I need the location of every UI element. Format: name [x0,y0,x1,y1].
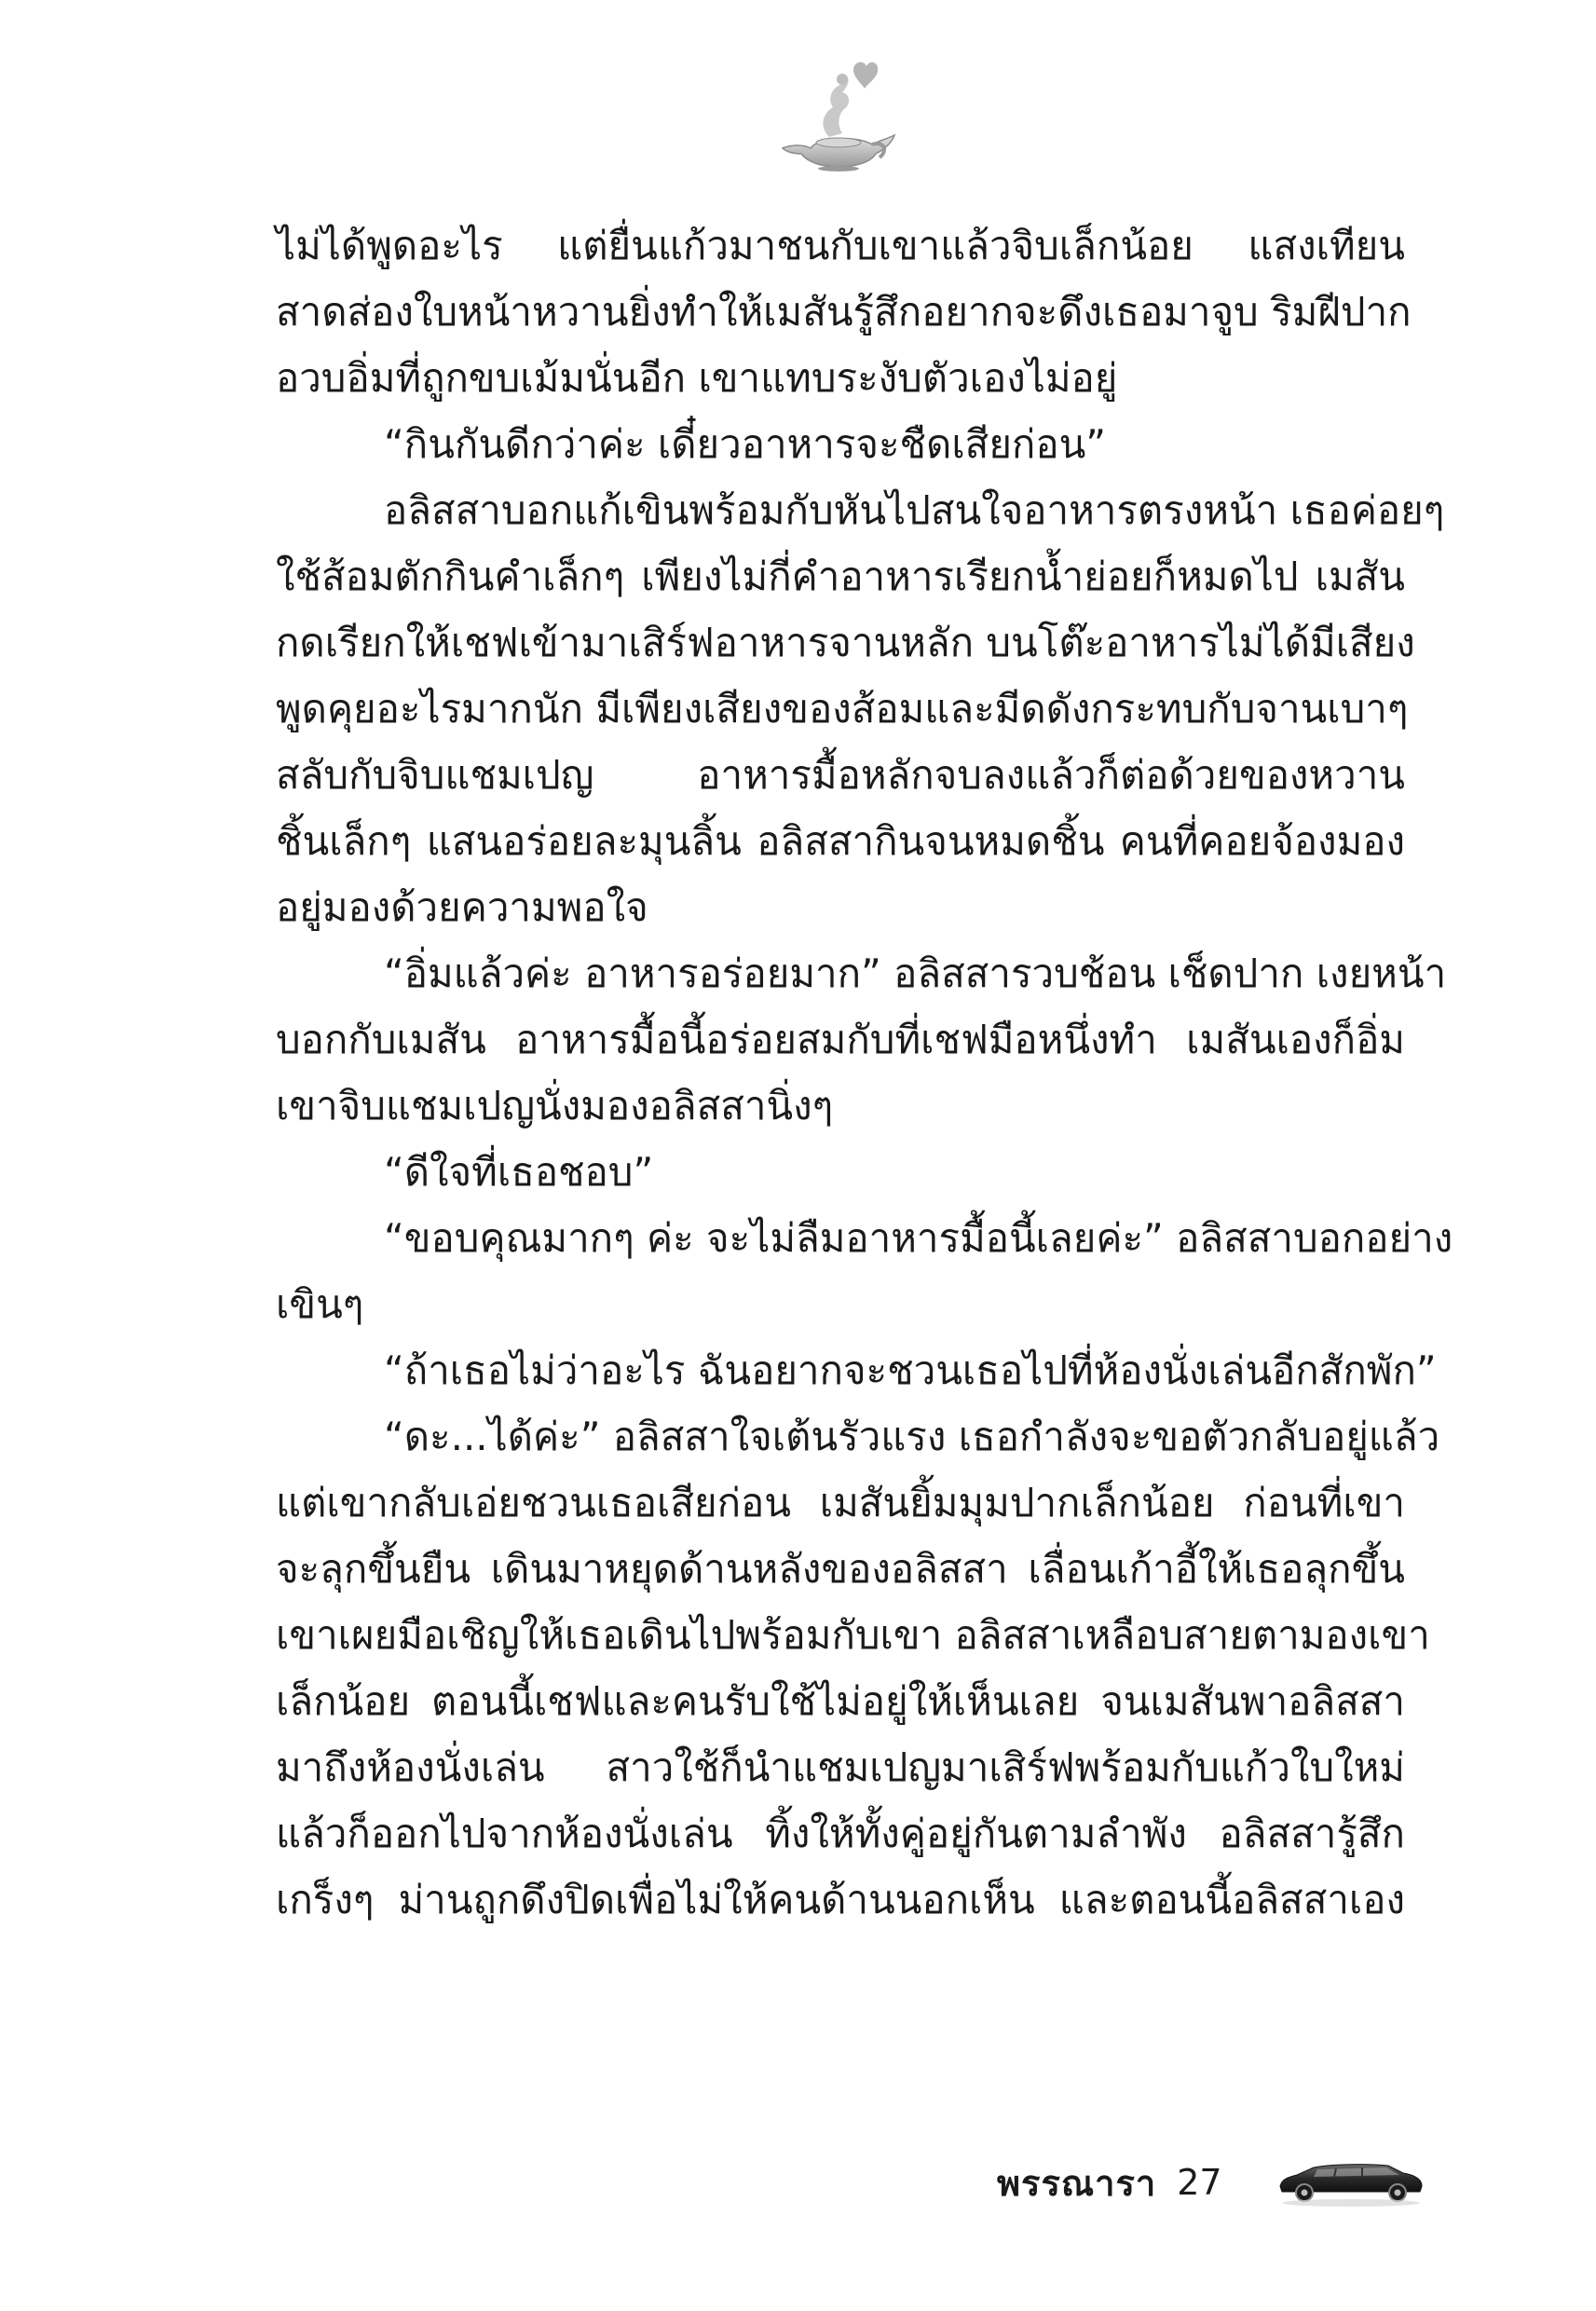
text-line: แล้วก็ออกไปจากห้องนั่งเล่น ทิ้งให้ทั้งคู่อยู่กันตามลำพัง อลิสสารู้สึก [276,1811,1405,1856]
text-line: “อิ่มแล้วค่ะ อาหารอร่อยมาก” อลิสสารวบช้อน เช็ดปาก เงยหน้า [384,950,1447,996]
text-line: ไม่ได้พูดอะไร แต่ยื่นแก้วมาชนกับเขาแล้วจิบเล็กน้อย แสงเทียน [276,223,1405,268]
book-title: พรรณารา [997,2162,1157,2204]
limousine-icon [1276,2151,1425,2210]
text-line: เล็กน้อย ตอนนี้เชฟและคนรับใช้ไม่อยู่ให้เห็นเลย จนเมสันพาอลิสสา [276,1678,1405,1724]
text-line: เขาจิบแชมเปญนั่งมองอลิสสานิ่งๆ [276,1083,834,1128]
text-line: แต่เขากลับเอ่ยชวนเธอเสียก่อน เมสันยิ้มมุมปากเล็กน้อย ก่อนที่เขา [276,1480,1405,1525]
text-line: บอกกับเมสัน อาหารมื้อนี้อร่อยสมกับที่เชฟมือหนึ่งทำ เมสันเองก็อิ่ม [276,1017,1405,1062]
text-line: จะลุกขึ้นยืน เดินมาหยุดด้านหลังของอลิสสา เลื่อนเก้าอี้ให้เธอลุกขึ้น [276,1546,1405,1592]
text-line: “ขอบคุณมากๆ ค่ะ จะไม่ลืมอาหารมื้อนี้เลยค่ะ” อลิสสาบอกอย่าง [384,1215,1453,1261]
text-line: เขินๆ [276,1281,364,1327]
page-number: 27 [1177,2162,1222,2203]
text-line: อยู่มองด้วยความพอใจ [276,884,648,930]
genie-lamp-icon [764,51,904,172]
text-line: อลิสสาบอกแก้เขินพร้อมกับหันไปสนใจอาหารตรงหน้า เธอค่อยๆ [384,487,1445,533]
body-text [276,212,1453,1933]
text-line: สลับกับจิบแชมเปญ อาหารมื้อหลักจบลงแล้วก็ต่อด้วยของหวาน [276,752,1405,798]
text-line: “ดะ...ได้ค่ะ” อลิสสาใจเต้นรัวแรง เธอกำลังจะขอตัวกลับอยู่แล้ว [384,1414,1440,1459]
text-line: สาดส่องใบหน้าหวานยิ่งทำให้เมสันรู้สึกอยากจะดึงเธอมาจูบ ริมฝีปาก [276,289,1412,335]
text-line: อวบอิ่มที่ถูกขบเม้มนั่นอีก เขาแทบระงับตัวเองไม่อยู่ [276,355,1118,401]
text-line: ใช้ส้อมตักกินคำเล็กๆ เพียงไม่กี่คำอาหารเรียกน้ำย่อยก็หมดไป เมสัน [276,554,1405,599]
text-line: เขาเผยมือเชิญให้เธอเดินไปพร้อมกับเขา อลิสสาเหลือบสายตามองเขา [276,1612,1430,1658]
text-line: ชิ้นเล็กๆ แสนอร่อยละมุนลิ้น อลิสสากินจนหมดชิ้น คนที่คอยจ้องมอง [276,818,1405,864]
text-line: กดเรียกให้เชฟเข้ามาเสิร์ฟอาหารจานหลัก บนโต๊ะอาหารไม่ได้มีเสียง [276,620,1415,665]
text-line: เกร็งๆ ม่านถูกดึงปิดเพื่อไม่ให้คนด้านนอกเห็น และตอนนี้อลิสสาเอง [276,1877,1405,1922]
text-line: “ถ้าเธอไม่ว่าอะไร ฉันอยากจะชวนเธอไปที่ห้องนั่งเล่นอีกสักพัก” [384,1347,1437,1393]
page-footer [997,2154,1222,2210]
text-line: พูดคุยอะไรมากนัก มีเพียงเสียงของส้อมและมีดดังกระทบกับจานเบาๆ [276,686,1409,732]
text-line: มาถึงห้องนั่งเล่น สาวใช้ก็นำแชมเปญมาเสิร์ฟพร้อมกับแก้วใบใหม่ [276,1744,1405,1790]
text-line: “กินกันดีกว่าค่ะ เดี๋ยวอาหารจะชืดเสียก่อน” [384,421,1107,467]
text-line: “ดีใจที่เธอชอบ” [384,1149,654,1195]
